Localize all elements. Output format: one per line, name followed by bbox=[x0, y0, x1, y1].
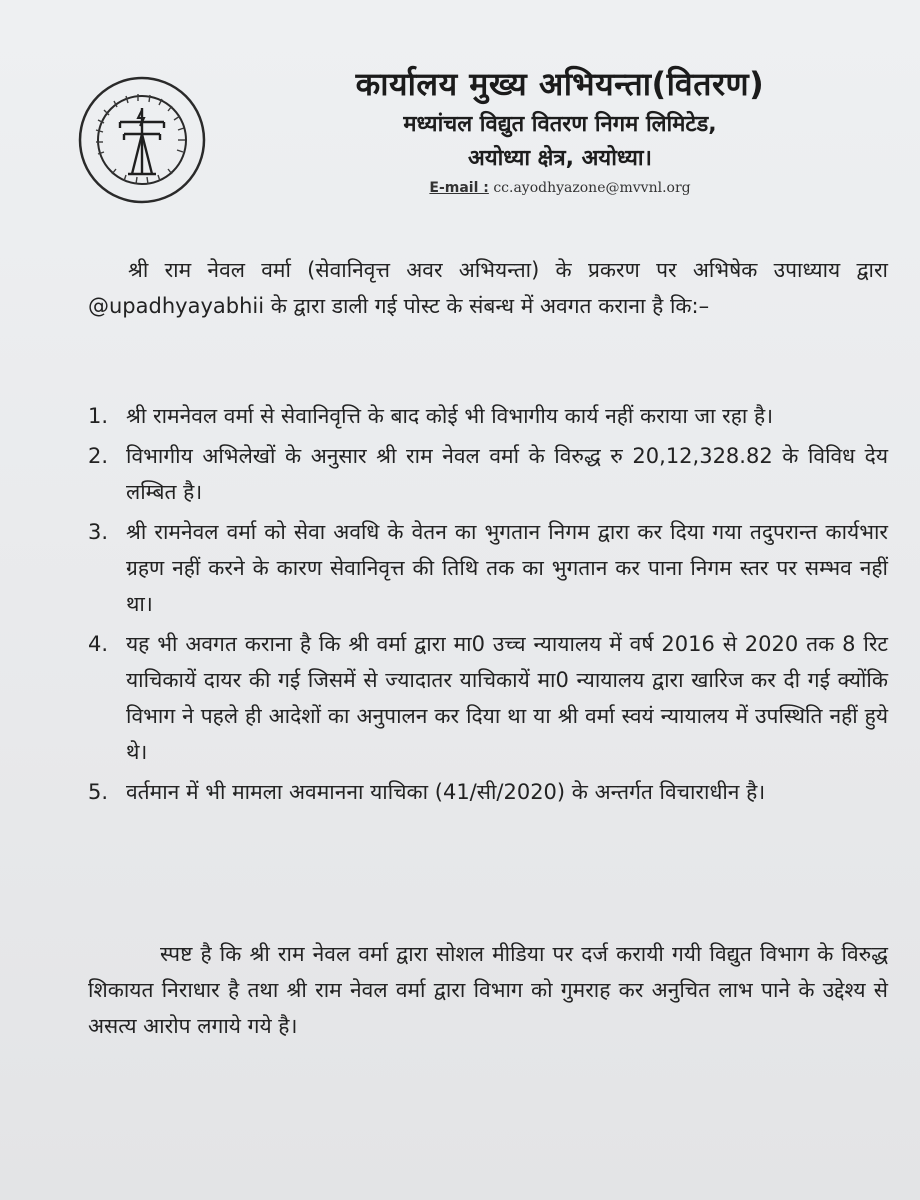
point-text: यह भी अवगत कराना है कि श्री वर्मा द्वारा मा0 उच्च न्यायालय में वर्ष 2016 से 2020 तक 8 रिट याचिकायें दायर की गई जिसमें से ज्यादातर याचिकायें मा0 न्यायालय द्वारा खारिज कर दी गई क्योंकि विभाग ने पहले ही आदेशों का अनुपालन कर दिया था या श्री वर्मा स्वयं न्यायालय में उपस्थिति नहीं हुये थे। bbox=[126, 632, 888, 764]
list-item bbox=[88, 514, 888, 622]
list-item bbox=[88, 774, 888, 810]
point-number: 4. bbox=[88, 632, 109, 656]
conclusion-paragraph: स्पष्ट है कि श्री राम नेवल वर्मा द्वारा सोशल मीडिया पर दर्ज करायी गयी विद्युत विभाग के विरुद्ध शिकायत निराधार है तथा श्री राम नेवल वर्मा द्वारा विभाग को गुमराह कर अनुचित लाभ पाने के उद्देश्य से असत्य आरोप लगाये गये है। bbox=[88, 942, 888, 1038]
point-number: 2. bbox=[88, 444, 109, 468]
logo-bottom-text bbox=[72, 70, 73, 71]
point-text: वर्तमान में भी मामला अवमानना याचिका (41/सी/2020) के अन्तर्गत विचाराधीन है। bbox=[126, 780, 766, 804]
point-number: 5. bbox=[88, 780, 109, 804]
letterhead bbox=[330, 62, 790, 198]
points-list bbox=[88, 398, 888, 814]
pylon-emblem-icon bbox=[72, 70, 212, 210]
list-item bbox=[88, 626, 888, 770]
point-text: विभागीय अभिलेखों के अनुसार श्री राम नेवल वर्मा के विरुद्ध रु 20,12,328.82 के विविध देय लम्बित है। bbox=[126, 444, 888, 504]
point-number: 1. bbox=[88, 404, 109, 428]
area-name: अयोध्या क्षेत्र, अयोध्या। bbox=[468, 146, 652, 171]
list-item bbox=[88, 438, 888, 510]
list-item bbox=[88, 398, 888, 434]
point-text: श्री रामनेवल वर्मा को सेवा अवधि के वेतन का भुगतान निगम द्वारा कर दिया गया तदुपरान्त कार्यभार ग्रहण नहीं करने के कारण सेवानिवृत्त की तिथि तक का भुगतान कर पाना निगम स्तर पर सम्भव नहीं था। bbox=[126, 520, 888, 616]
point-number: 3. bbox=[88, 520, 109, 544]
office-title: कार्यालय मुख्य अभियन्ता(वितरण) bbox=[355, 65, 765, 103]
email-address: cc.ayodhyazone@mvvnl.org bbox=[493, 180, 691, 196]
point-text: श्री रामनेवल वर्मा से सेवानिवृत्ति के बाद कोई भी विभागीय कार्य नहीं कराया जा रहा है। bbox=[126, 404, 774, 428]
company-name: मध्यांचल विद्युत वितरण निगम लिमिटेड, bbox=[403, 112, 717, 137]
email-line bbox=[330, 178, 790, 198]
company-logo bbox=[72, 70, 212, 210]
intro-paragraph: श्री राम नेवल वर्मा (सेवानिवृत्त अवर अभियन्ता) के प्रकरण पर अभिषेक उपाध्याय द्वारा @upadhyayabhii के द्वारा डाली गई पोस्ट के संबन्ध में अवगत कराना है कि:– bbox=[88, 258, 888, 318]
email-label: E-mail : bbox=[429, 180, 489, 196]
